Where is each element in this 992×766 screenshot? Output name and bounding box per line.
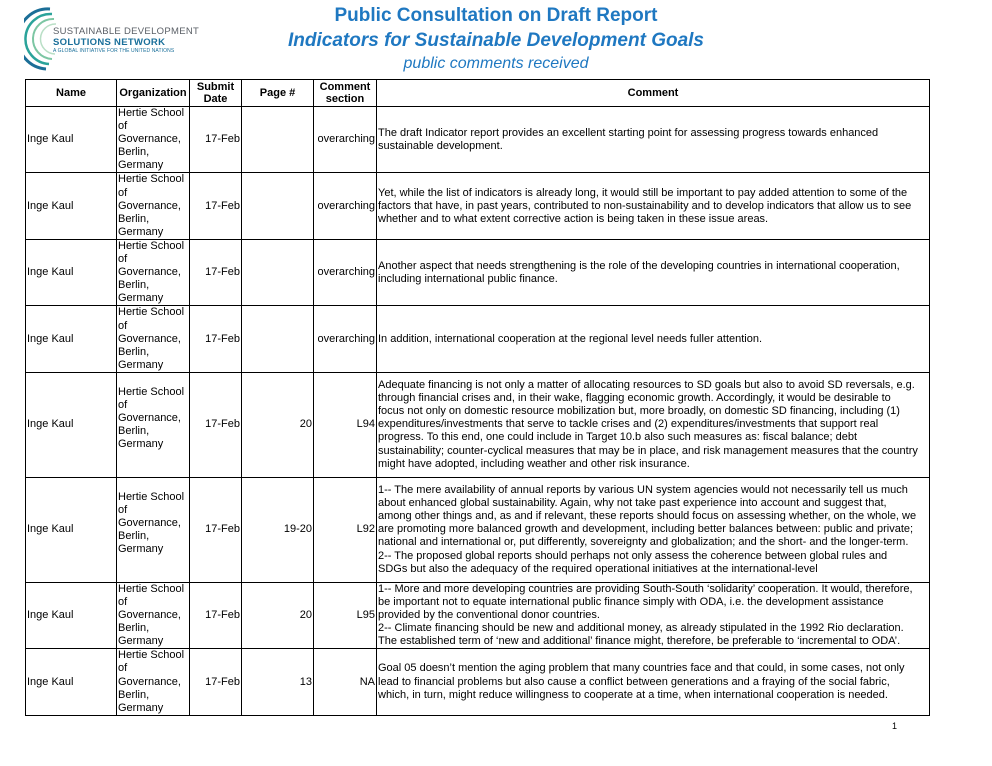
cell-organization [117, 107, 190, 173]
cell-page: 19-20 [242, 477, 314, 582]
cell-organization-line: Germany [118, 543, 164, 556]
cell-comment-line: might have adopted, including weather and other risk insurance. [378, 457, 690, 470]
cell-organization-line: of [118, 504, 128, 517]
cell-comment-line: Goal 05 doesn’t mention the aging problem that many countries face and that could, in some cases, not only [378, 662, 905, 675]
cell-section: L92 [314, 477, 377, 582]
cell-submit-date: 17-Feb [190, 582, 242, 648]
comments-table [25, 79, 930, 716]
cell-comment [377, 372, 930, 477]
cell-submit-date: 17-Feb [190, 173, 242, 239]
cell-name: Inge Kaul [26, 173, 117, 239]
cell-organization [117, 173, 190, 239]
cell-page: 20 [242, 582, 314, 648]
page-subtitle: Indicators for Sustainable Development Goals [288, 30, 704, 51]
cell-organization-line: of [118, 595, 128, 608]
cell-organization-line: Berlin, [118, 688, 150, 701]
cell-comment-line: Yet, while the list of indicators is already long, it would still be important to pay added attention to some of the [378, 186, 908, 199]
cell-organization-line: of [118, 319, 128, 332]
cell-organization-line: Berlin, [118, 212, 150, 225]
cell-organization-line: Governance, [118, 609, 181, 622]
cell-comment-line: among other things and, as and if relevant, these reports should focus on assessing whether, on the whole, we [378, 510, 917, 523]
table-row [26, 372, 930, 477]
cell-section: overarching [314, 306, 377, 372]
cell-comment-line: whether and to what extent corrective action is being taken in these issue areas. [378, 212, 769, 225]
column-header-organization: Organization [117, 80, 190, 107]
cell-comment [377, 306, 930, 372]
cell-section: overarching [314, 239, 377, 305]
cell-organization-line: Hertie School [118, 306, 185, 319]
cell-comment-line: factors that have, in past years, contributed to non-sustainability and to develop indicators that allow us to see [378, 199, 912, 212]
cell-comment-line: lead to financial problems but also cause a conflict between generations and a fraying of the social fabric, [378, 675, 890, 688]
cell-comment-line: 1-- More and more developing countries are providing South-South ‘solidarity’ cooperation. It would, therefore, [378, 582, 913, 595]
cell-comment-line: including international public finance. [378, 272, 558, 285]
cell-page: 13 [242, 649, 314, 715]
cell-submit-date: 17-Feb [190, 477, 242, 582]
cell-name: Inge Kaul [26, 477, 117, 582]
cell-organization-line: Hertie School [118, 582, 185, 595]
page-title: Public Consultation on Draft Report [334, 5, 658, 26]
cell-comment [377, 582, 930, 648]
cell-organization-line: Hertie School [118, 107, 185, 119]
logo-line-3: A GLOBAL INITIATIVE FOR THE UNITED NATIONS [53, 48, 175, 54]
table-row [26, 107, 930, 173]
cell-comment-line: provided by the conventional donor countries. [378, 609, 600, 622]
cell-page [242, 239, 314, 305]
cell-page [242, 306, 314, 372]
cell-organization-line [118, 373, 188, 386]
cell-organization-line: Germany [118, 438, 164, 451]
page-caption: public comments received [403, 55, 589, 72]
cell-organization-line: Berlin, [118, 530, 150, 543]
table-row [26, 649, 930, 715]
logo-line-2: SOLUTIONS NETWORK [53, 36, 166, 48]
cell-organization-line: Governance, [118, 412, 181, 425]
column-header-page: Page # [242, 80, 314, 107]
cell-organization-line: of [118, 253, 128, 266]
cell-organization-line: Governance, [118, 266, 181, 279]
cell-comment-line: which, in turn, might reduce willingness to cooperate at a time, when international cooperation is needed. [378, 688, 888, 701]
cell-organization-line: Berlin, [118, 425, 150, 438]
column-header-submit-date-l2: Date [203, 93, 228, 105]
cell-organization [117, 306, 190, 372]
cell-organization-line: Governance, [118, 332, 181, 345]
cell-organization-line: Berlin, [118, 279, 150, 292]
cell-organization [117, 239, 190, 305]
cell-comment [377, 477, 930, 582]
cell-comment-line: 2-- Climate financing should be new and additional money, as already stipulated in the 1992 Rio declaration. [378, 622, 904, 635]
cell-comment-line: SDGs but also the adequacy of the required operational initiatives at the international-level [378, 562, 818, 575]
cell-section: overarching [314, 173, 377, 239]
cell-page [242, 173, 314, 239]
cell-comment-line: national and international or, put differently, sovereignty and globalization; and the short- and the longer-term. [378, 536, 909, 549]
cell-organization-line: Governance, [118, 517, 181, 530]
cell-name: Inge Kaul [26, 372, 117, 477]
cell-organization-line: Berlin, [118, 345, 150, 358]
cell-organization-line: Hertie School [118, 239, 185, 252]
cell-section: NA [314, 649, 377, 715]
column-header-section-l1: Comment [319, 81, 371, 93]
table-header-row [26, 80, 930, 107]
cell-comment-line: are promoting more balanced growth and development, including better balances between: public and private; [378, 523, 914, 536]
cell-name: Inge Kaul [26, 306, 117, 372]
cell-section: overarching [314, 107, 377, 173]
cell-comment-line: progress. To this end, one could include in Target 10.b also such measures as: fiscal balance; debt [378, 431, 857, 444]
column-header-submit-date [190, 80, 242, 107]
cell-name: Inge Kaul [26, 582, 117, 648]
table-row [26, 173, 930, 239]
cell-submit-date: 17-Feb [190, 107, 242, 173]
cell-submit-date: 17-Feb [190, 649, 242, 715]
cell-organization-line: of [118, 120, 128, 133]
cell-organization-line: Germany [118, 358, 164, 371]
cell-organization-line: Germany [118, 701, 164, 714]
cell-comment-line: 1-- The mere availability of annual reports by various UN system agencies would not necessarily tell us much [378, 484, 908, 497]
column-header-submit-date-l1: Submit [196, 81, 235, 93]
cell-organization-line: Berlin, [118, 146, 150, 159]
table-row [26, 477, 930, 582]
cell-organization-line: Governance, [118, 199, 181, 212]
column-header-comment: Comment [377, 80, 930, 107]
cell-section: L95 [314, 582, 377, 648]
cell-submit-date: 17-Feb [190, 372, 242, 477]
cell-page [242, 107, 314, 173]
table-row [26, 582, 930, 648]
cell-organization-line: Berlin, [118, 622, 150, 635]
cell-name: Inge Kaul [26, 239, 117, 305]
cell-organization [117, 649, 190, 715]
cell-organization-line: Germany [118, 292, 164, 305]
cell-organization-line: Hertie School [118, 385, 185, 398]
cell-comment [377, 173, 930, 239]
cell-organization-line: Governance, [118, 133, 181, 146]
cell-comment-line: The established term of ‘new and additional’ finance might, therefore, be preferable to ‘incremental to ODA’. [378, 635, 901, 648]
cell-organization-line: Hertie School [118, 173, 185, 186]
cell-organization-line: Governance, [118, 675, 181, 688]
cell-comment-line: In addition, international cooperation at the regional level needs fuller attention. [378, 332, 763, 345]
column-header-section [314, 80, 377, 107]
page-number: 1 [892, 721, 898, 731]
cell-name: Inge Kaul [26, 107, 117, 173]
cell-comment-line: Adequate financing is not only a matter of allocating resources to SD goals but also to avoid SD reversals, e.g. [378, 379, 915, 392]
column-header-section-l2: section [325, 93, 365, 105]
cell-comment [377, 649, 930, 715]
table-row [26, 239, 930, 305]
cell-organization-line: Germany [118, 225, 164, 238]
cell-comment [377, 239, 930, 305]
cell-comment-line: sustainability; counter-cyclical measures that may be in place, and risk management measures that the country [378, 444, 918, 457]
cell-comment-line: about enhanced global sustainability. Again, why not take past experience into account and suggest that, [378, 497, 887, 510]
cell-organization-line: Hertie School [118, 649, 185, 662]
cell-name: Inge Kaul [26, 649, 117, 715]
cell-organization [117, 477, 190, 582]
cell-organization-line: of [118, 662, 128, 675]
column-header-name: Name [26, 80, 117, 107]
cell-organization [117, 372, 190, 477]
cell-comment-line: be important not to equate international public finance simply with ODA, i.e. the development assistance [378, 595, 884, 608]
cell-comment-line: expenditures/investments that serve to tackle crises and (2) expenditures/investments that support real [378, 418, 879, 431]
cell-organization-line: of [118, 186, 128, 199]
cell-section: L94 [314, 372, 377, 477]
cell-submit-date: 17-Feb [190, 239, 242, 305]
cell-organization-line: Germany [118, 635, 164, 648]
cell-comment-line: sustainable development. [378, 139, 503, 152]
cell-comment-line: Another aspect that needs strengthening is the role of the developing countries in international cooperation, [378, 259, 900, 272]
cell-comment-line: through financial crises and, in their wake, flagging economic growth. Accordingly, it would be desirable to [378, 392, 891, 405]
cell-comment-line: focus not only on domestic resource mobilization but, more broadly, on domestic SD financing, including (1) [378, 405, 900, 418]
cell-organization-line: Germany [118, 159, 164, 172]
table-row [26, 306, 930, 372]
cell-submit-date: 17-Feb [190, 306, 242, 372]
cell-organization-line [118, 478, 188, 491]
cell-comment [377, 107, 930, 173]
cell-comment-line: The draft Indicator report provides an excellent starting point for assessing progress towards enhanced [378, 126, 879, 139]
cell-page: 20 [242, 372, 314, 477]
cell-organization [117, 582, 190, 648]
cell-comment-line: 2-- The proposed global reports should perhaps not only assess the coherence between global rules and [378, 549, 888, 562]
cell-organization-line: Hertie School [118, 490, 185, 503]
cell-organization-line: of [118, 399, 128, 412]
logo-line-1: SUSTAINABLE DEVELOPMENT [53, 26, 200, 37]
